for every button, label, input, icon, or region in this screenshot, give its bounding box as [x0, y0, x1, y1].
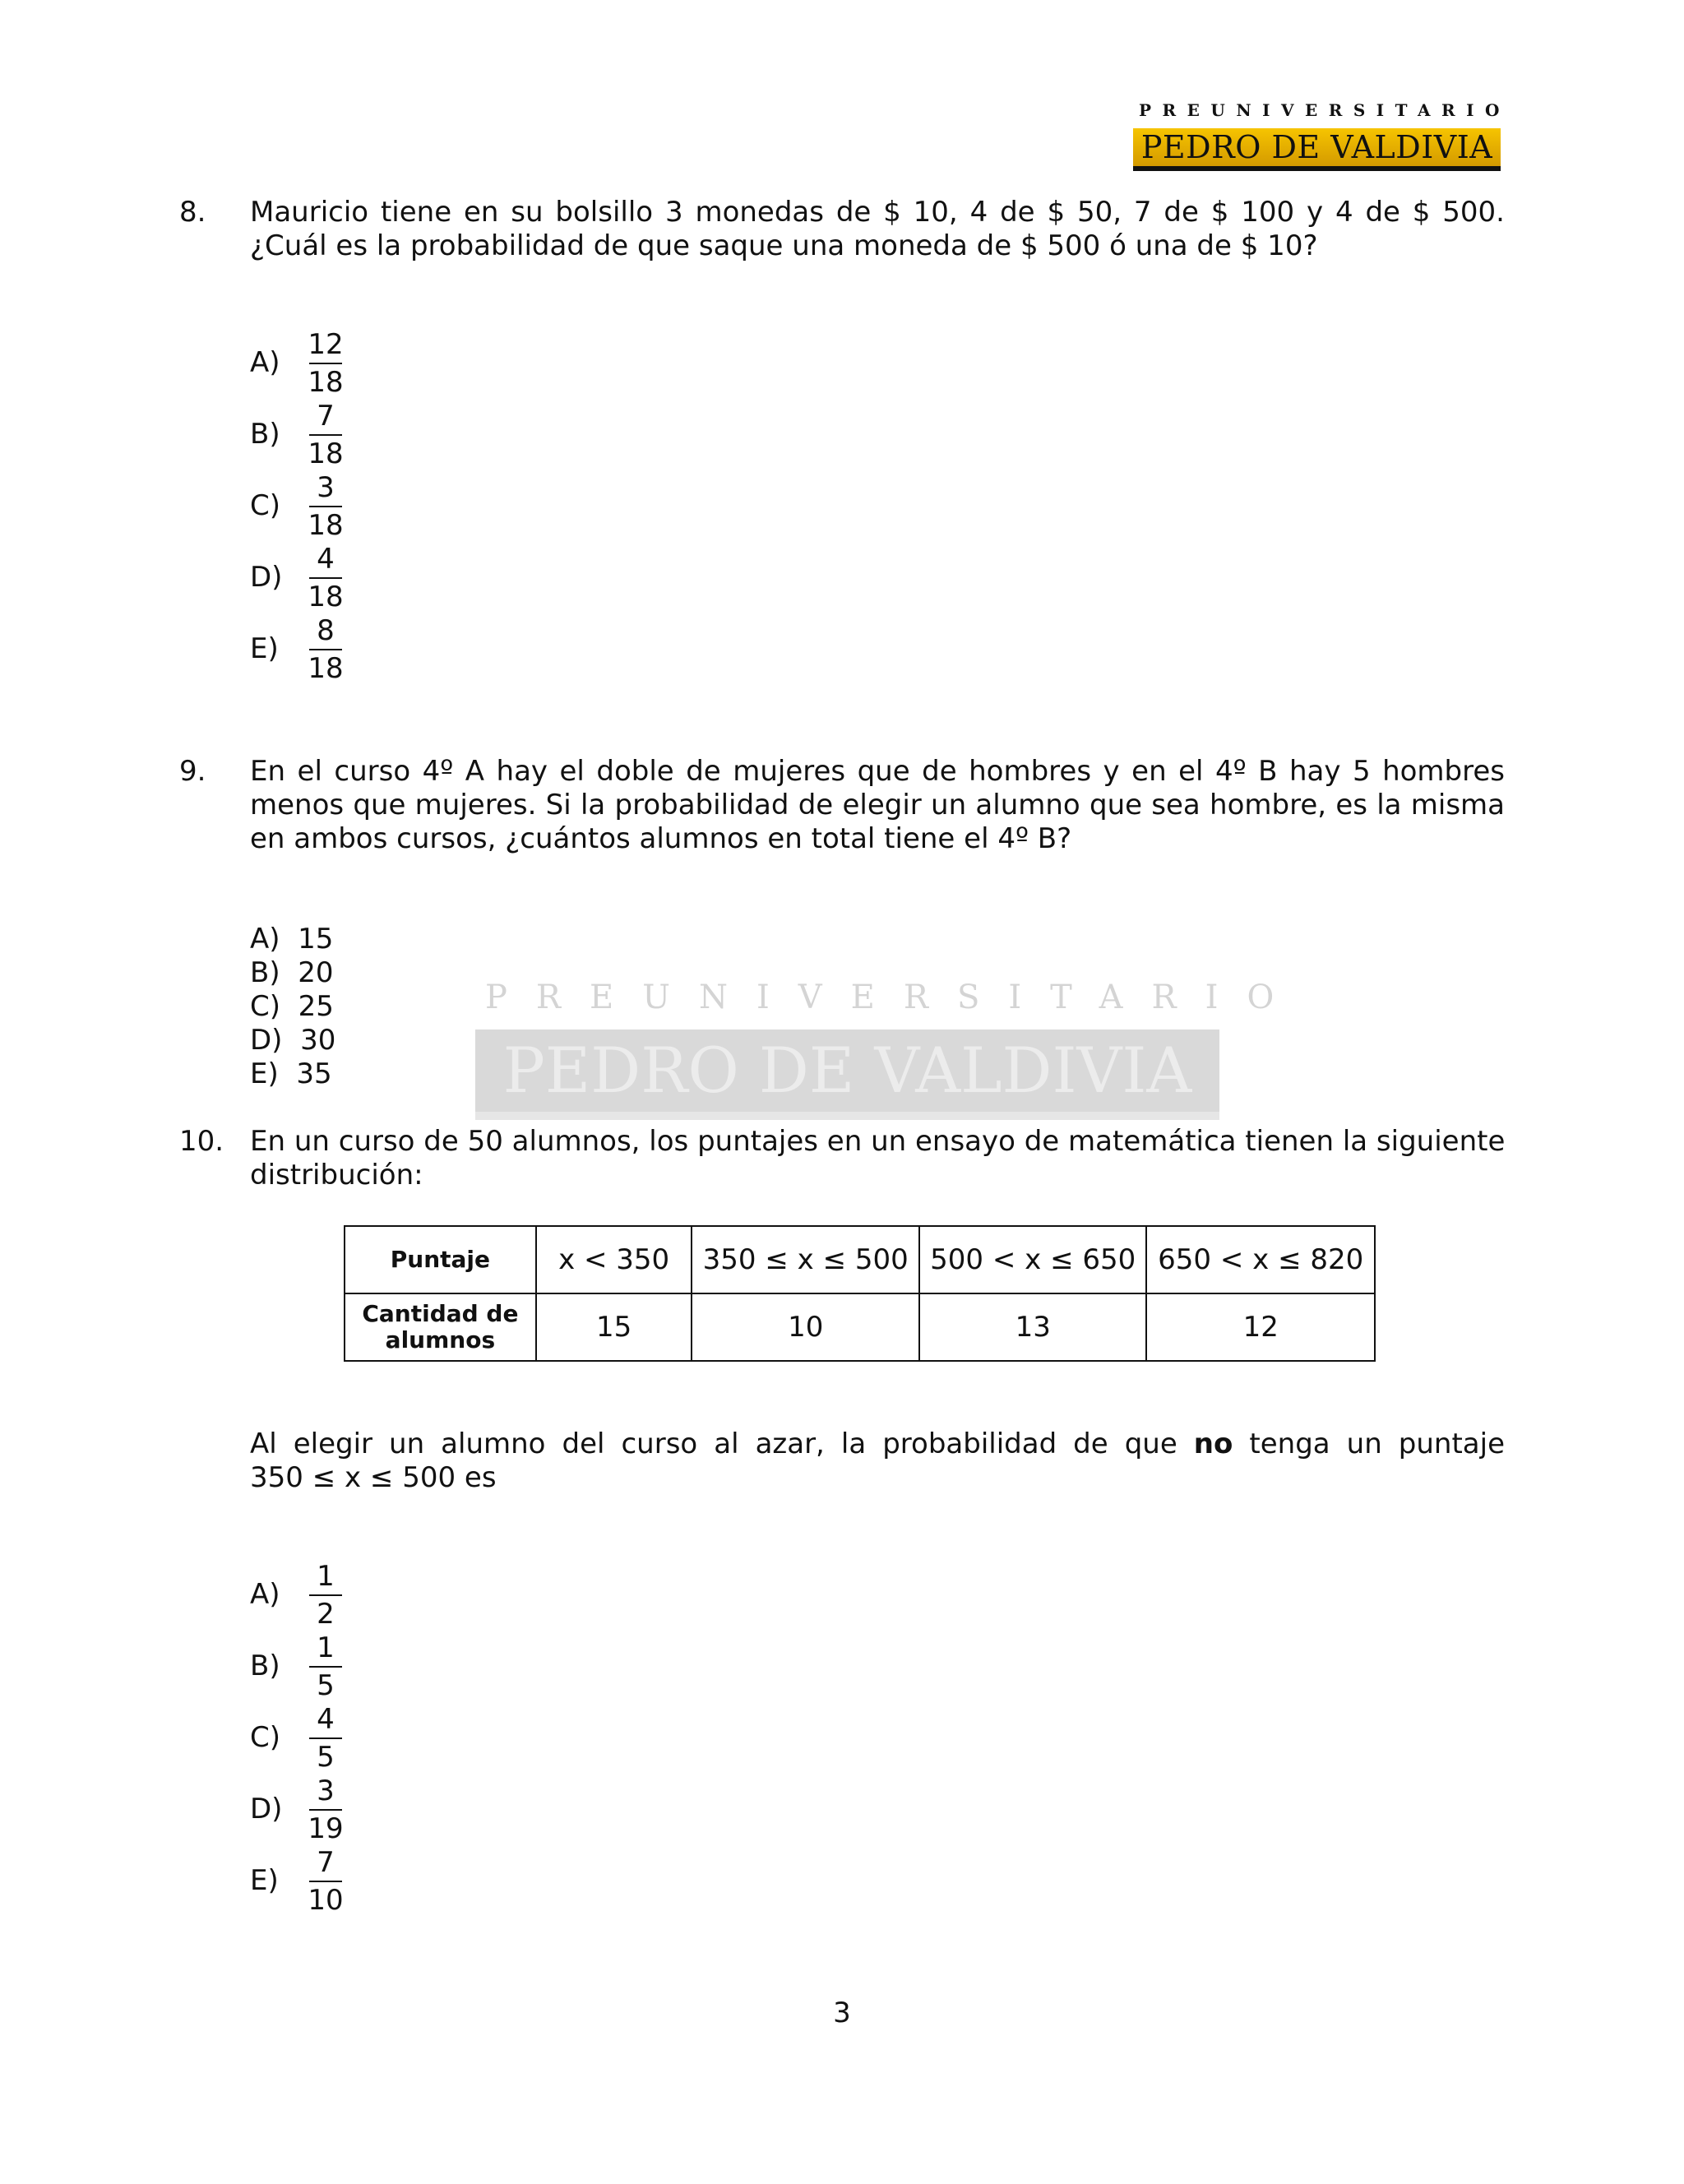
fraction-numerator: 4	[317, 1703, 335, 1736]
fraction-denominator: 18	[308, 437, 344, 470]
fraction-denominator: 18	[308, 652, 344, 685]
table-cell: 12	[1146, 1293, 1375, 1361]
fraction-numerator: 3	[317, 1774, 335, 1807]
fraction-numerator: 7	[317, 1846, 335, 1879]
option-fraction	[306, 543, 345, 613]
fraction-bar	[309, 434, 342, 436]
fraction-denominator: 19	[308, 1812, 344, 1845]
logo-top-text: PREUNIVERSITARIO	[1139, 100, 1511, 120]
fraction-numerator: 7	[317, 400, 335, 433]
option-label[interactable]: B)	[250, 418, 280, 451]
question-line: En un curso de 50 alumnos, los puntajes en un ensayo de matemática tienen la siguiente	[250, 1125, 1506, 1158]
question-10-prompt	[250, 1427, 1505, 1495]
option-label: B)	[250, 956, 280, 989]
option[interactable]	[250, 923, 333, 956]
fraction-numerator: 8	[317, 614, 335, 647]
option-fraction	[306, 614, 345, 685]
fraction-denominator: 18	[308, 509, 344, 542]
question-line: 350 ≤ x ≤ 500 es	[250, 1461, 497, 1494]
table-cell: 650 < x ≤ 820	[1146, 1226, 1375, 1293]
question-line: ¿Cuál es la probabilidad de que saque una moneda de $ 500 ó una de $ 10?	[250, 229, 1318, 262]
option-label[interactable]: B)	[250, 1650, 280, 1682]
option-fraction	[306, 1774, 345, 1845]
option-fraction	[306, 328, 345, 399]
distribution-table	[344, 1225, 1376, 1362]
option-label[interactable]: A)	[250, 346, 280, 379]
fraction-bar	[309, 363, 342, 364]
fraction-bar	[309, 577, 342, 579]
table-cell: 15	[536, 1293, 692, 1361]
fraction-numerator: 1	[317, 1631, 335, 1664]
fraction-numerator: 12	[308, 328, 344, 361]
page-number: 3	[833, 1997, 851, 2029]
option[interactable]	[250, 1057, 332, 1091]
fraction-denominator: 2	[317, 1598, 335, 1631]
question-line: distribución:	[250, 1159, 423, 1191]
option-label[interactable]: A)	[250, 1578, 280, 1611]
question-line: En el curso 4º A hay el doble de mujeres que de hombres y en el 4º B hay 5 hombres	[250, 755, 1505, 788]
question-line	[250, 1427, 1505, 1461]
fraction-numerator: 1	[317, 1560, 335, 1593]
table-header-line: Cantidad de	[362, 1300, 519, 1327]
question-line: menos que mujeres. Si la probabilidad de elegir un alumno que sea hombre, es la misma	[250, 789, 1505, 821]
option-value: 35	[296, 1057, 332, 1090]
option-fraction	[306, 471, 345, 542]
option-fraction	[306, 1560, 345, 1631]
question-9-text	[250, 755, 1505, 856]
option-label: A)	[250, 923, 280, 956]
question-line: en ambos cursos, ¿cuántos alumnos en total tiene el 4º B?	[250, 822, 1072, 855]
fraction-denominator: 5	[317, 1741, 335, 1774]
prompt-emphasis: no	[1193, 1427, 1233, 1460]
table-header-line: alumnos	[385, 1326, 496, 1353]
option[interactable]	[250, 1024, 335, 1057]
fraction-bar	[309, 1737, 342, 1739]
table-cell: 500 < x ≤ 650	[919, 1226, 1147, 1293]
option-label[interactable]: D)	[250, 561, 283, 594]
option-label: E)	[250, 1057, 279, 1090]
fraction-bar	[309, 1666, 342, 1668]
question-8-text	[250, 196, 1505, 263]
table-row	[345, 1226, 1375, 1293]
question-9-number: 9.	[179, 755, 206, 788]
option-label[interactable]: E)	[250, 1864, 279, 1897]
fraction-bar	[309, 649, 342, 650]
fraction-bar	[309, 1809, 342, 1811]
option-fraction	[306, 400, 345, 470]
option-fraction	[306, 1631, 345, 1702]
option-value: 25	[298, 990, 334, 1023]
table-cell: x < 350	[536, 1226, 692, 1293]
watermark-title: PEDRO DE VALDIVIA	[502, 1034, 1192, 1107]
fraction-bar	[309, 506, 342, 507]
fraction-denominator: 18	[308, 581, 344, 613]
fraction-numerator: 4	[317, 543, 335, 576]
fraction-denominator: 10	[308, 1884, 344, 1917]
option-fraction	[306, 1703, 345, 1774]
option-value: 20	[298, 956, 334, 989]
option-label[interactable]: C)	[250, 489, 281, 522]
option-value: 30	[300, 1024, 336, 1057]
fraction-bar	[309, 1881, 342, 1882]
option-label: D)	[250, 1024, 283, 1057]
fraction-numerator: 3	[317, 471, 335, 504]
logo	[1133, 128, 1501, 171]
logo-title: PEDRO DE VALDIVIA	[1133, 128, 1501, 166]
table-cell: 350 ≤ x ≤ 500	[692, 1226, 919, 1293]
fraction-bar	[309, 1594, 342, 1596]
option-label[interactable]: C)	[250, 1721, 281, 1754]
prompt-text: tenga un puntaje	[1249, 1427, 1505, 1460]
option-label: C)	[250, 990, 281, 1023]
question-8-number: 8.	[179, 196, 206, 229]
option[interactable]	[250, 956, 333, 990]
question-line: Mauricio tiene en su bolsillo 3 monedas de $ 10, 4 de $ 50, 7 de $ 100 y 4 de $ 500.	[250, 196, 1505, 229]
watermark-top-text: PREUNIVERSITARIO	[485, 979, 1303, 1016]
option-fraction	[306, 1846, 345, 1917]
option[interactable]	[250, 990, 334, 1024]
question-10-number: 10.	[179, 1125, 224, 1158]
table-cell: 13	[919, 1293, 1147, 1361]
fraction-denominator: 5	[317, 1669, 335, 1702]
option-label[interactable]: E)	[250, 632, 279, 665]
option-label[interactable]: D)	[250, 1793, 283, 1825]
prompt-text: Al elegir un alumno del curso al azar, la probabilidad de que	[250, 1427, 1177, 1460]
table-header-cell	[345, 1293, 536, 1361]
option-value: 15	[298, 923, 334, 956]
table-row	[345, 1293, 1375, 1361]
fraction-denominator: 18	[308, 366, 344, 399]
question-10-text	[250, 1125, 1505, 1192]
table-cell: 10	[692, 1293, 919, 1361]
table-header-cell: Puntaje	[345, 1226, 536, 1293]
watermark	[475, 1030, 1219, 1120]
